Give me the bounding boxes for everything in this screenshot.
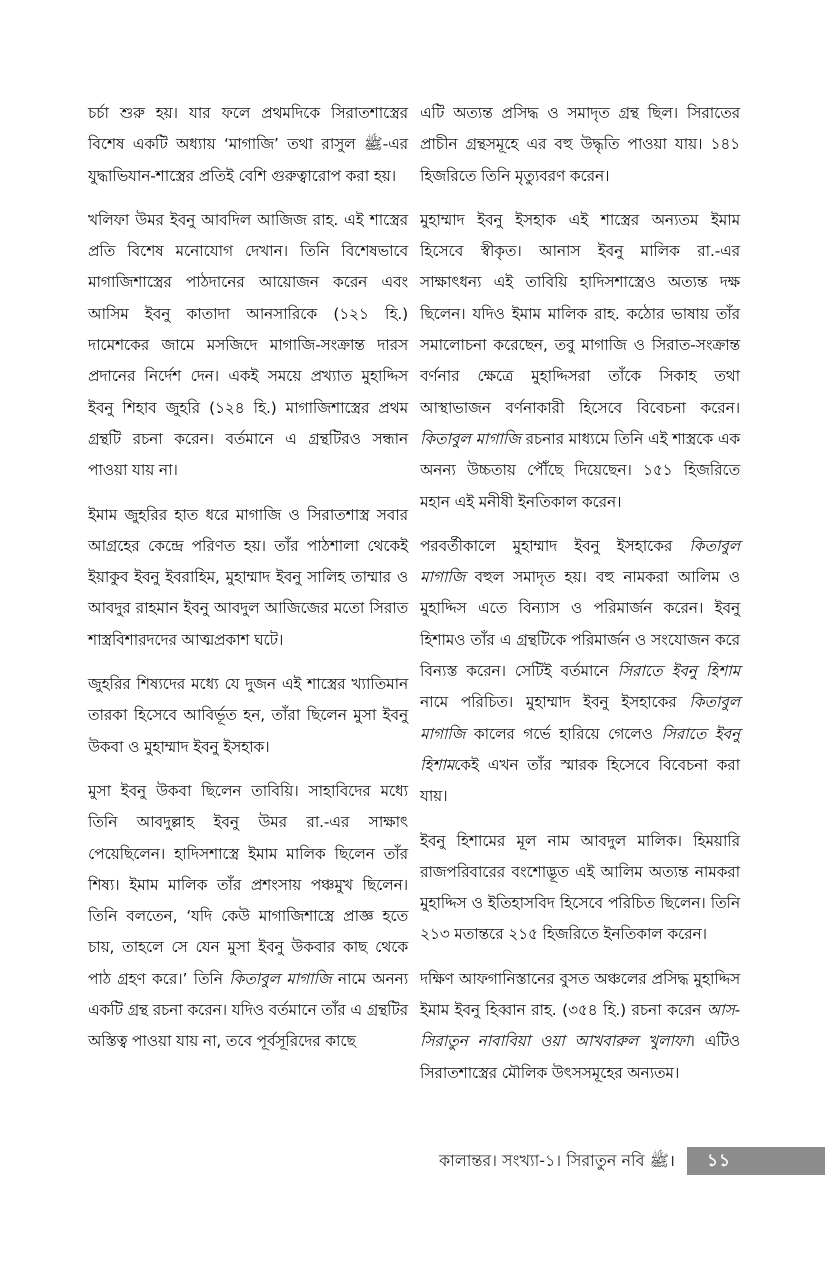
page-number-badge <box>687 1147 825 1175</box>
text-run: ইবনু হিশামের মূল নাম আবদুল মালিক। হিময়ারি রাজপরিবারের বংশোদ্ভূত এই আলিম অত্যন্ত নামকরা মুহাদ্দিস ও ইতিহাসবিদ হিসেবে পরিচিত ছিলেন। তিনি ২১৩ মতান্তরে ২১৫ হিজরিতে ইনতিকাল করেন। <box>420 831 740 944</box>
italic-title: কিতাবুল মাগাজি <box>420 536 740 587</box>
italic-title: কিতাবুল মাগাজি <box>229 969 332 988</box>
paragraph <box>420 531 740 813</box>
text-run: কালের গর্ভে হারিয়ে গেলেও <box>465 724 662 743</box>
text-run: খলিফা উমর ইবনু আবদিল আজিজ রাহ. এই শাস্ত্রের প্রতি বিশেষ মনোযোগ দেখান। তিনি বিশেষভাবে মাগাজিশাস্ত্রের পাঠদানের আয়োজন করেন এবং আসিম ইবনু কাতাদা আনসারিকে (১২১ হি.) দামেশকের জামে মসজিদে মাগাজি-সংক্রান্ত দারস প্রদানের নির্দেশ দেন। একই সময়ে প্রখ্যাত মুহাদ্দিস ইবনু শিহাব জুহরি (১২৪ হি.) মাগাজিশাস্ত্রের প্রথম গ্রন্থটি রচনা করেন। বর্তমানে এ গ্রন্থটিরও সন্ধান পাওয়া যায় না। <box>88 210 408 480</box>
text-run: জুহরির শিষ্যদের মধ্যে যে দুজন এই শাস্ত্রের খ্যাতিমান তারকা হিসেবে আবির্ভূত হন, তাঁরা ছিলেন মুসা ইবনু উকবা ও মুহাম্মাদ ইবনু ইসহাক। <box>88 675 408 756</box>
text-run: মুসা ইবনু উকবা ছিলেন তাবিয়ি। সাহাবিদের মধ্যে তিনি আবদুল্লাহ ইবনু উমর রা.-এর সাক্ষাৎ পেয়েছিলেন। হাদিসশাস্ত্রে ইমাম মালিক ছিলেন তাঁর শিষ্য। ইমাম মালিক তাঁর প্রশংসায় পঞ্চমুখ ছিলেন। তিনি বলতেন, ‘যদি কেউ মাগাজিশাস্ত্রে প্রাজ্ঞ হতে চায়, তাহলে সে যেন মুসা ইবনু উকবার কাছ থেকে পাঠ গ্রহণ করে।’ তিনি <box>88 781 408 988</box>
text-run: মুহাম্মাদ ইবনু ইসহাক এই শাস্ত্রের অন্যতম ইমাম হিসেবে স্বীকৃত। আনাস ইবনু মালিক রা.-এর সাক্ষাৎধন্য এই তাবিয়ি হাদিসশাস্ত্রেও অত্যন্ত দক্ষ ছিলেন। যদিও ইমাম মালিক রাহ. কঠোর ভাষায় তাঁর সমালোচনা করেছেন, তবু মাগাজি ও সিরাত-সংক্রান্ত বর্ণনার ক্ষেত্রে মুহাদ্দিসরা তাঁকে সিকাহ তথা আস্থাভাজন বর্ণনাকারী হিসেবে বিবেচনা করেন। <box>420 210 740 417</box>
page-footer <box>0 1146 825 1176</box>
text-run: বহুল সমাদৃত হয়। বহু নামকরা আলিম ও মুহাদ্দিস এতে বিন্যাস ও পরিমার্জন করেন। ইবনু হিশামও তাঁর এ গ্রন্থটিকে পরিমার্জন ও সংযোজন করে বিন্যস্ত করেন। সেটিই বর্তমানে <box>420 568 740 681</box>
text-run: ইমাম জুহরির হাত ধরে মাগাজি ও সিরাতশাস্ত্র সবার আগ্রহের কেন্দ্রে পরিণত হয়। তাঁর পাঠশালা থেকেই ইয়াকুব ইবনু ইবরাহিম, মুহাম্মাদ ইবনু সালিহ তাম্মার ও আবদুর রাহমান ইবনু আবদুল আজিজের মতো সিরাত শাস্ত্রবিশারদদের আত্মপ্রকাশ ঘটে। <box>88 505 408 649</box>
text-run: কেই এখন তাঁর স্মারক হিসেবে বিবেচনা করা যায়। <box>420 755 740 806</box>
italic-title: সিরাতে ইবনু হিশাম <box>617 662 740 681</box>
text-run: পরবর্তীকালে মুহাম্মাদ ইবনু ইসহাকের <box>420 536 690 555</box>
paragraph <box>88 98 408 192</box>
paragraph <box>420 98 740 192</box>
running-head: কালান্তর। সংখ্যা-১। সিরাতুন নবি ﷺ। <box>439 1151 675 1170</box>
text-run: দক্ষিণ আফগানিস্তানের বুসত অঞ্চলের প্রসিদ্ধ মুহাদ্দিস ইমাম ইবনু হিব্বান রাহ. (৩৫৪ হি.) রচনা করেন <box>420 969 740 1020</box>
text-run: এটি অত্যন্ত প্রসিদ্ধ ও সমাদৃত গ্রন্থ ছিল। সিরাতের প্রাচীন গ্রন্থসমূহে এর বহু উদ্ধৃতি পাওয়া যায়। ১৪১ হিজরিতে তিনি মৃত্যুবরণ করেন। <box>420 104 740 185</box>
paragraph <box>88 500 408 656</box>
paragraph <box>420 964 740 1089</box>
italic-title: আস-সিরাতুন নাবাবিয়া ওয়া আখবারুল খুলাফা <box>420 1001 740 1051</box>
paragraph <box>420 205 740 518</box>
text-run: । এটিও সিরাতশাস্ত্রের মৌলিক উৎসসমূহের অন্যতম। <box>420 1032 740 1082</box>
paragraph <box>88 205 408 487</box>
page-number: ১১ <box>707 1151 732 1171</box>
text-run: চর্চা শুরু হয়। যার ফলে প্রথমদিকে সিরাতশাস্ত্রের বিশেষ একটি অধ্যায় ‘মাগাজি’ তথা রাসুল ﷺ-এর যুদ্ধাভিযান-শাস্ত্রের প্রতিই বেশি গুরুত্বারোপ করা হয়। <box>88 104 408 185</box>
left-column <box>88 98 408 1071</box>
italic-title: সিরাতে ইবনু হিশাম <box>420 724 740 774</box>
text-run: নামে পরিচিত। মুহাম্মাদ ইবনু ইসহাকের <box>420 693 690 712</box>
paragraph <box>88 776 408 1058</box>
italic-title: কিতাবুল মাগাজি <box>420 429 521 448</box>
paragraph <box>420 826 740 951</box>
right-column <box>420 98 740 1102</box>
text-run: রচনার মাধ্যমে তিনি এই শাস্ত্রকে এক অনন্য উচ্চতায় পৌঁছে দিয়েছেন। ১৫১ হিজরিতে মহান এই মনীষী ইনতিকাল করেন। <box>420 429 740 511</box>
italic-title: কিতাবুল মাগাজি <box>420 693 740 743</box>
paragraph <box>88 669 408 763</box>
text-run: নামে অনন্য একটি গ্রন্থ রচনা করেন। যদিও বর্তমানে তাঁর এ গ্রন্থটির অস্তিত্ব পাওয়া যায় না, তবে পূর্বসূরিদের কাছে <box>88 969 409 1051</box>
